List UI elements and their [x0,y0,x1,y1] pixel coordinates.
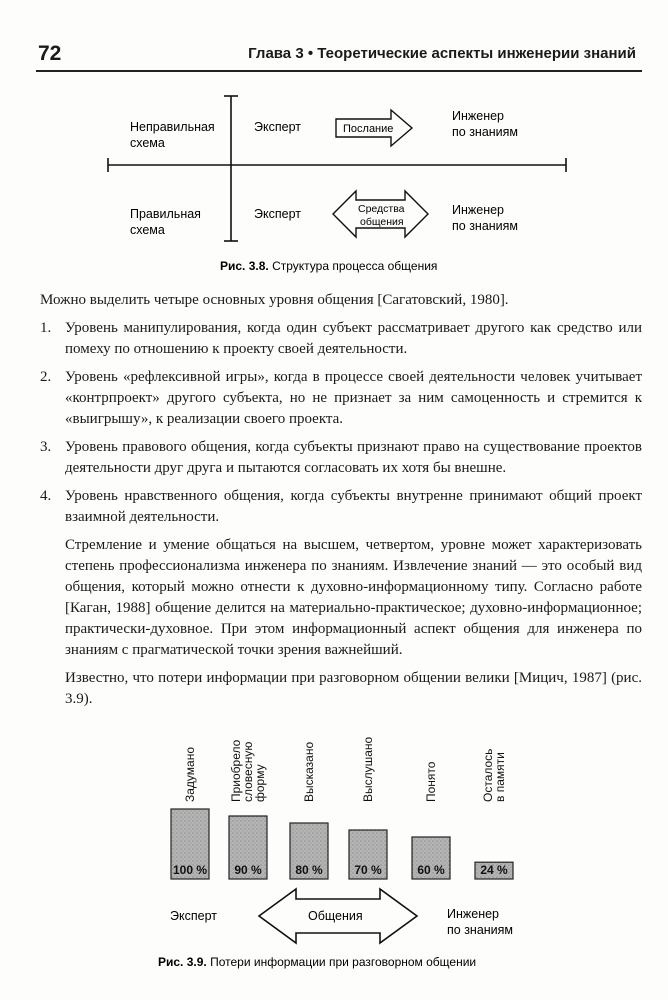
fig38-means-label-line2: общения [360,216,404,228]
fig38-row2-expert: Эксперт [254,207,301,221]
bar-value-label: 70 % [354,863,382,877]
list-item-text: Уровень «рефлексивной игры», когда в процессе своей деятельности человек учитывает «контрпроект» другого субъекта, но не признает за ним самоценность и стремится к «выигрышу», к реализации своего проекта. [65,369,642,427]
list-item-text: Уровень манипулирования, когда один субъект рассматривает другого как средство или помеху по отношению к проекту своей деятельности. [65,320,642,357]
intro-paragraph: Можно выделить четыре основных уровня общения [Сагатовский, 1980]. [40,292,509,308]
category-label: в памяти [493,752,507,802]
fig39-engineer-line1: Инженер [447,907,500,921]
fig38-row2-label-line1: Правильная [130,207,201,221]
fig38-caption-label: Рис. 3.8. [220,259,269,273]
fig39-expert-label: Эксперт [170,909,217,923]
category-label: Высказано [302,741,316,802]
fig38-row2-label-line2: схема [130,223,165,237]
category-label: Выслушано [361,736,375,802]
bars-layer [171,809,513,879]
bar-value-label: 60 % [417,863,445,877]
fig38-message-label: Послание [343,123,394,135]
fig39-engineer-line2: по знаниям [447,923,514,937]
fig39-caption-text: Потери информации при разговорном общении [206,955,477,969]
list-item-text: Уровень нравственного общения, когда субъекты внутренне принимают общий проект взаимной деятельности. [65,488,642,525]
fig38-row2-engineer-line1: Инженер [452,203,505,217]
category-label: словесную [241,741,255,802]
body-paragraph: Стремление и умение общаться на высшем, четвертом, уровне может характеризовать степень профессионализма инженера по знаниям. Извлечение знаний — это особый вид общения, который можно отнести к духовно-информационному типу. Согласно работе [Каган, 1988] общение делится на материально-практическое; духовно-информационное; практически-духовное. При этом информационный аспект общения для инженера по знаниям с прагматической точки зрения важнейший. [65,537,642,658]
bar-value-label: 24 % [480,863,508,877]
bar-value-label: 80 % [295,863,323,877]
list-item-number: 3. [40,439,52,455]
list-item-number: 4. [40,488,52,504]
category-label: форму [253,764,267,802]
fig38-row2-engineer-line2: по знаниям [452,219,519,233]
list-item-text: Уровень правового общения, когда субъекты признают право на существование проектов деятельности друг друга и пытаются согласовать их хотя бы внешне. [65,439,642,476]
bar-value-label: 90 % [234,863,262,877]
list-item-number: 2. [40,369,52,385]
list-item-number: 1. [40,320,52,336]
bar-value-label: 100 % [172,863,208,877]
fig38-row1-engineer-line1: Инженер [452,109,505,123]
page-number: 72 [38,42,62,65]
fig39-caption-label: Рис. 3.9. [158,955,207,969]
category-label: Приобрело [229,739,243,802]
fig38-caption-text: Структура процесса общения [268,259,438,273]
body-paragraph: Известно, что потери информации при разговорном общении велики [Мицич, 1987] (рис. 3.9). [65,670,642,707]
category-label: Задумано [183,746,197,802]
fig38-row1-label-line2: схема [130,136,165,150]
fig39-arrow-label: Общения [308,909,363,923]
fig38-row1-label-line1: Неправильная [130,120,215,134]
fig38-row1-expert: Эксперт [254,120,301,134]
fig38-row1-engineer-line2: по знаниям [452,125,519,139]
category-label: Осталось [481,748,495,802]
running-head: Глава 3 • Теоретические аспекты инженерии знаний [248,45,636,62]
category-label: Понято [424,761,438,802]
fig39-caption [158,955,476,969]
category-labels-layer [183,736,507,802]
fig38-means-label-line1: Средства [358,203,405,215]
